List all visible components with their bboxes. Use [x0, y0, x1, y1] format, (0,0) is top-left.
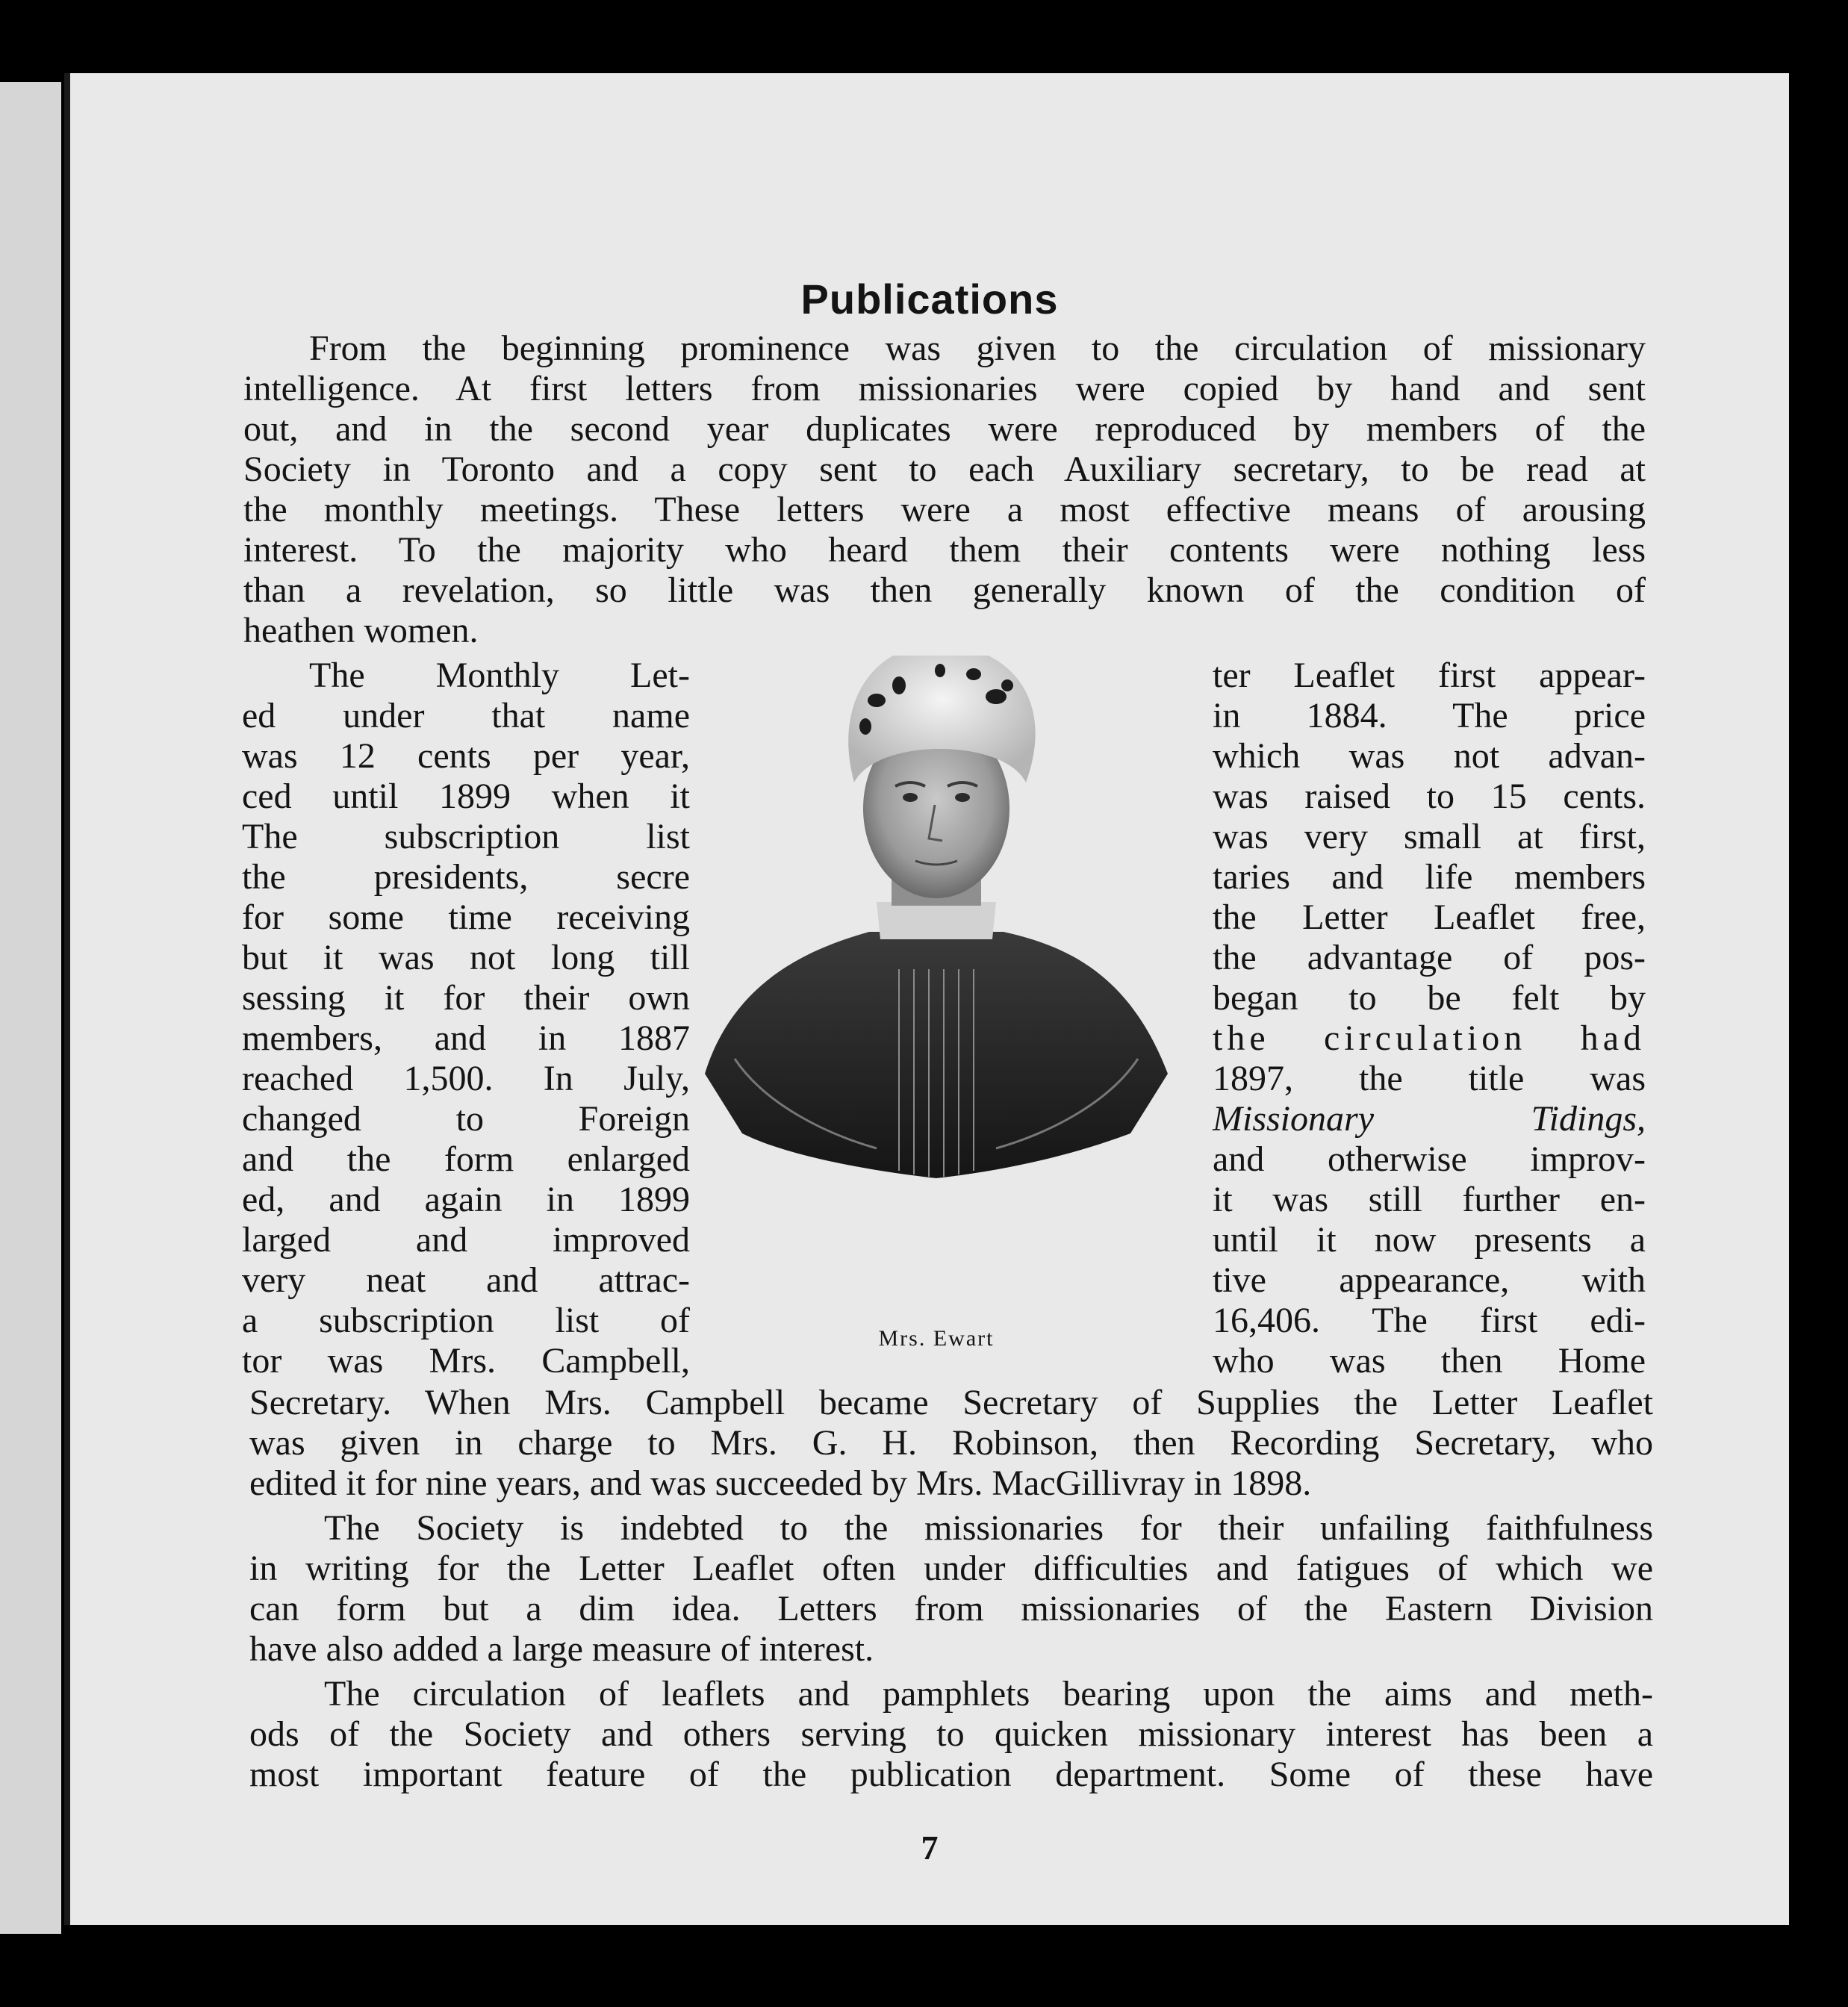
- right-column-line: began to be felt by: [1213, 978, 1646, 1018]
- continuation-line: edited it for nine years, and was succeeded by Mrs. MacGillivray in 1898.: [249, 1463, 1312, 1503]
- right-column-line: the Letter Leaflet free,: [1213, 897, 1646, 937]
- left-column-line: reached 1,500. In July,: [242, 1059, 690, 1098]
- intro-line: heathen women.: [243, 611, 479, 650]
- left-column-line: members, and in 1887: [242, 1018, 690, 1058]
- intro-line: interest. To the majority who heard them their contents were nothing less: [243, 530, 1646, 570]
- right-column-line: the circulation had: [1213, 1018, 1646, 1058]
- right-column-line: was very small at first,: [1213, 817, 1646, 856]
- left-column-line: The subscription list: [242, 817, 690, 856]
- paragraph-line: can form but a dim idea. Letters from missionaries of the Eastern Division: [249, 1589, 1653, 1628]
- paragraph-line: have also added a large measure of interest.: [249, 1629, 874, 1669]
- paragraph-line: The Society is indebted to the missionaries for their unfailing faithfulness: [324, 1508, 1653, 1548]
- left-column-line: a subscription list of: [242, 1301, 690, 1340]
- right-column-line: 1897, the title was: [1213, 1059, 1646, 1098]
- right-column-line: tive appearance, with: [1213, 1260, 1646, 1300]
- intro-line: the monthly meetings. These letters were a most effective means of arousing: [243, 490, 1646, 529]
- right-column-line: the advantage of pos-: [1213, 938, 1646, 977]
- intro-line: intelligence. At first letters from missionaries were copied by hand and sent: [243, 369, 1646, 408]
- left-column-line: but it was not long till: [242, 938, 690, 977]
- right-column-line: taries and life members: [1213, 857, 1646, 897]
- right-column-line: and otherwise improv-: [1213, 1139, 1646, 1179]
- page-title: Publications: [800, 276, 1059, 323]
- page-number: 7: [921, 1829, 939, 1867]
- intro-line: Society in Toronto and a copy sent to each Auxiliary secretary, to be read at: [243, 449, 1646, 489]
- left-column-line: the presidents, secre: [242, 857, 690, 897]
- right-column-line: was raised to 15 cents.: [1213, 777, 1646, 816]
- left-column-line: ed, and again in 1899: [242, 1180, 690, 1219]
- document-page: [64, 73, 1789, 1925]
- paragraph-line: The circulation of leaflets and pamphlets bearing upon the aims and meth-: [324, 1674, 1653, 1714]
- portrait-caption: Mrs. Ewart: [878, 1326, 995, 1351]
- right-column-line: in 1884. The price: [1213, 696, 1646, 735]
- right-column-line: ter Leaflet first appear-: [1213, 656, 1646, 695]
- right-column-line: 16,406. The first edi-: [1213, 1301, 1646, 1340]
- paragraph-line: ods of the Society and others serving to quicken missionary interest has been a: [249, 1714, 1653, 1754]
- left-column-line: and the form enlarged: [242, 1139, 690, 1179]
- left-column-line: sessing it for their own: [242, 978, 690, 1018]
- paragraph-line: in writing for the Letter Leaflet often under difficulties and fatigues of which we: [249, 1549, 1653, 1588]
- facing-page-edge: [0, 82, 61, 1934]
- right-column-line: it was still further en-: [1213, 1180, 1646, 1219]
- right-column-line: until it now presents a: [1213, 1220, 1646, 1260]
- left-column-line: The Monthly Let-: [309, 656, 690, 695]
- paragraph-line: most important feature of the publication department. Some of these have: [249, 1755, 1653, 1794]
- right-column-line: which was not advan-: [1213, 736, 1646, 776]
- left-column-line: tor was Mrs. Campbell,: [242, 1341, 690, 1381]
- left-column-line: was 12 cents per year,: [242, 736, 690, 776]
- continuation-line: Secretary. When Mrs. Campbell became Secretary of Supplies the Letter Leaflet: [249, 1383, 1653, 1422]
- right-column-line: who was then Home: [1213, 1341, 1646, 1381]
- left-column-line: changed to Foreign: [242, 1099, 690, 1139]
- right-column-line: Missionary Tidings,: [1213, 1099, 1646, 1139]
- left-column-line: very neat and attrac-: [242, 1260, 690, 1300]
- left-column-line: ed under that name: [242, 696, 690, 735]
- left-column-line: for some time receiving: [242, 897, 690, 937]
- left-column-line: ced until 1899 when it: [242, 777, 690, 816]
- intro-line: than a revelation, so little was then generally known of the condition of: [243, 570, 1646, 610]
- intro-line: out, and in the second year duplicates were reproduced by members of the: [243, 409, 1646, 449]
- intro-line: From the beginning prominence was given to the circulation of missionary: [309, 329, 1646, 368]
- left-column-line: larged and improved: [242, 1220, 690, 1260]
- continuation-line: was given in charge to Mrs. G. H. Robinson, then Recording Secretary, who: [249, 1423, 1653, 1463]
